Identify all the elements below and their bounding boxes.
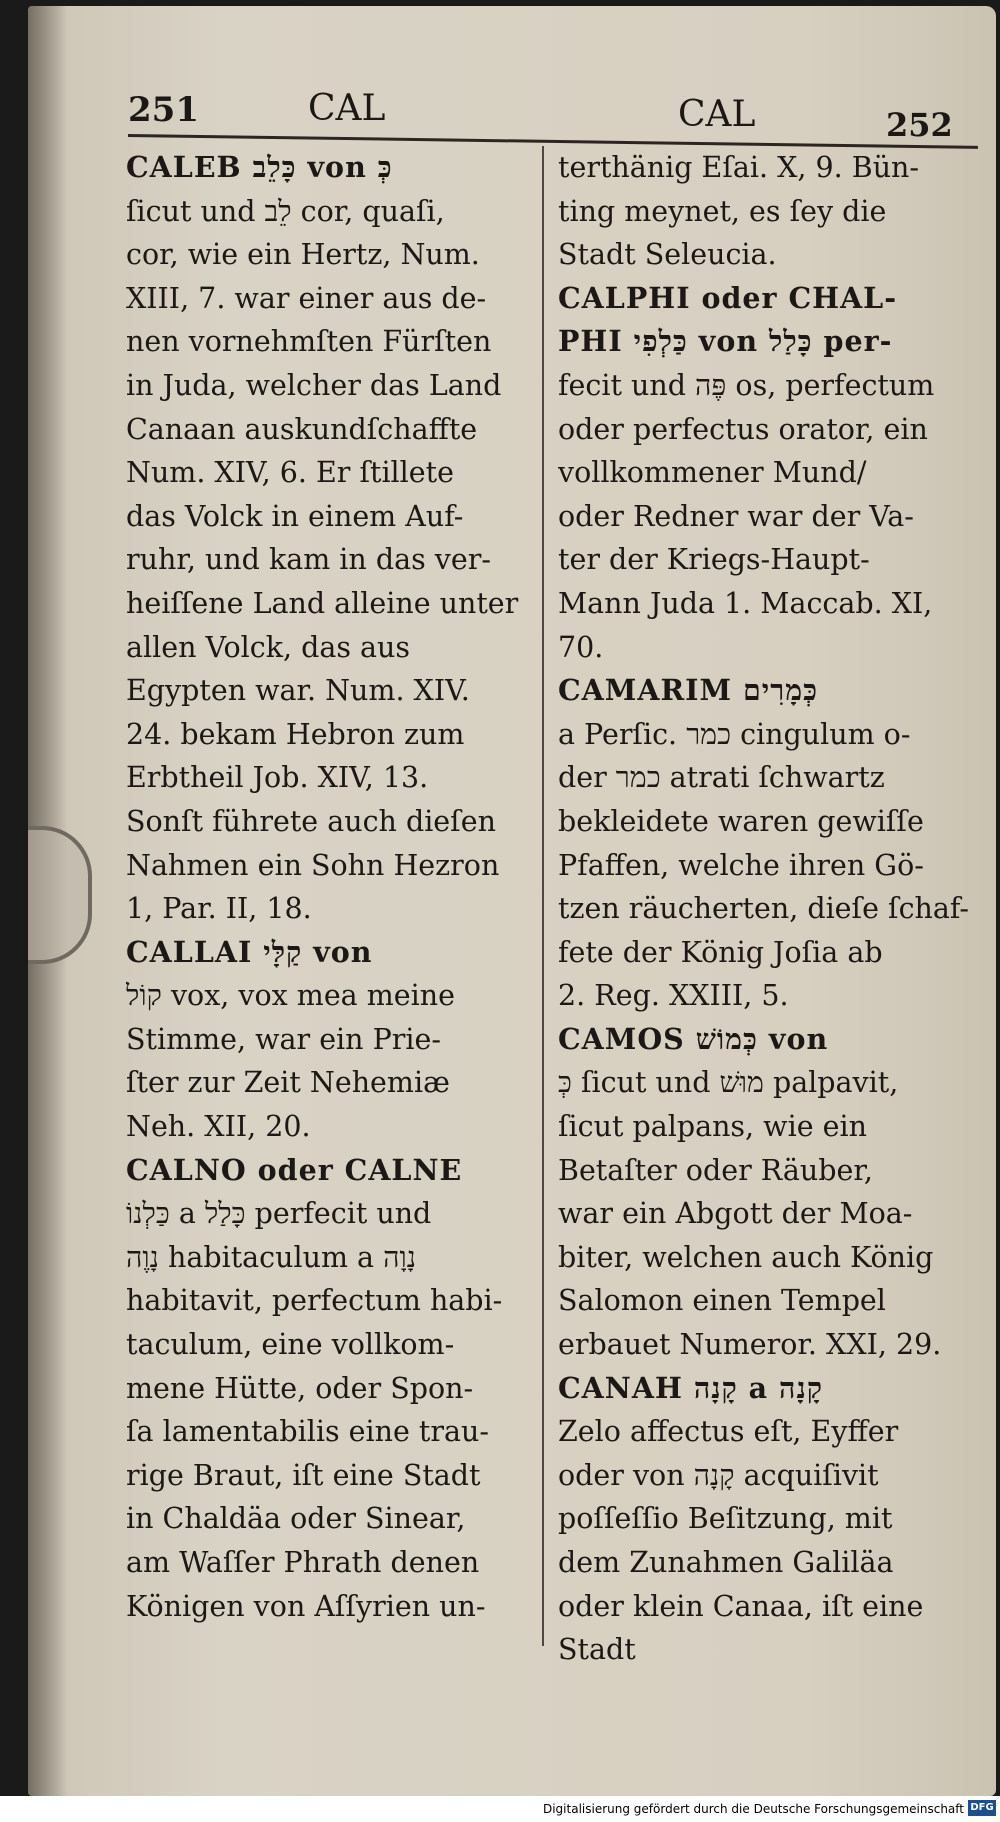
text-line: ſter zur Zeit Nehemiæ: [126, 1066, 450, 1100]
footer-bar: [0, 1796, 1000, 1822]
text-line: der כמר atrati ſchwartz: [558, 761, 885, 795]
text-line: 24. bekam Hebron zum: [126, 717, 465, 751]
text-line: tzen räucherten, dieſe ſchaf-: [558, 892, 970, 926]
text-line: habitavit, perfectum habi-: [126, 1284, 503, 1318]
text-line: CALEB כָּלֵב von כְּ: [126, 150, 393, 184]
text-line: Neh. XII, 20.: [126, 1110, 311, 1144]
text-line: PHI כַּלְפִי von כָּלַל per-: [558, 324, 893, 359]
text-line: terthänig Eſai. X, 9. Bün-: [558, 151, 920, 184]
text-line: vollkommener Mund/: [558, 456, 867, 490]
text-line: CAMARIM כְּמָרִים: [558, 673, 819, 708]
text-line: CAMOS כְּמוֹשׁ von: [558, 1021, 829, 1056]
text-line: mene Hütte, oder Spon-: [126, 1371, 474, 1405]
text-line: erbauet Numeror. XXI, 29.: [558, 1328, 942, 1362]
text-line: ting meynet, es ſey die: [558, 194, 887, 228]
text-line: Zelo affectus eſt, Eyffer: [558, 1415, 899, 1449]
text-line: heiſſene Land alleine unter: [126, 586, 519, 620]
text-line: Erbtheil Job. XIV, 13.: [126, 761, 429, 795]
text-line: fete der König Joſia ab: [558, 935, 883, 969]
text-line: war ein Abgott der Moa-: [558, 1197, 913, 1231]
text-line: Sonſt führete auch dieſen: [126, 804, 496, 838]
text-line: ſa lamentabilis eine trau-: [126, 1415, 489, 1449]
text-line: in Chaldäa oder Sinear,: [126, 1502, 466, 1536]
text-line: taculum, eine vollkom-: [126, 1328, 455, 1362]
text-line: 1, Par. II, 18.: [126, 892, 312, 926]
text-line: biter, welchen auch König: [558, 1240, 934, 1274]
text-line: 70.: [558, 630, 604, 664]
text-line: 2. Reg. XXIII, 5.: [558, 979, 789, 1013]
text-line: das Volck in einem Auf-: [126, 499, 464, 533]
text-line: oder Redner war der Va-: [558, 499, 914, 533]
running-head-left: CAL: [308, 88, 386, 129]
text-line: rige Braut, iſt eine Stadt: [126, 1458, 481, 1492]
text-line: כַּלְנוֹ a כָּלַל perfecit und: [126, 1197, 432, 1231]
text-line: Pfaffen, welche ihren Gö-: [558, 848, 924, 882]
text-line: bekleidete waren gewiſſe: [558, 804, 924, 838]
text-line: נָוֶה habitaculum a נָוָה: [126, 1240, 417, 1274]
book-page: [28, 6, 996, 1796]
text-line: dem Zunahmen Galiläa: [558, 1546, 894, 1579]
text-line: allen Volck, das aus: [126, 630, 410, 664]
text-line: ter der Kriegs-Haupt-: [558, 543, 870, 577]
column-divider: [542, 146, 544, 1646]
page-header: [28, 76, 996, 144]
text-line: Salomon einen Tempel: [558, 1284, 886, 1318]
text-line: CALNO oder CALNE: [126, 1152, 463, 1187]
text-line: fecit und פֶּה os, perfectum: [558, 368, 935, 402]
text-line: ruhr, und kam in das ver-: [126, 543, 491, 577]
text-line: Stimme, war ein Prie-: [126, 1022, 442, 1056]
text-line: Königen von Aſſyrien un-: [126, 1589, 486, 1623]
page-number-right: 252: [886, 106, 953, 144]
book-clasp: [28, 826, 92, 964]
running-head-right: CAL: [678, 94, 756, 135]
text-line: CALPHI oder CHAL-: [558, 280, 898, 315]
left-column: [126, 146, 536, 1628]
text-line: Nahmen ein Sohn Hezron: [126, 848, 500, 882]
text-line: am Waſſer Phrath denen: [126, 1546, 480, 1579]
text-line: כְּ ſicut und מוּשׁ palpavit,: [558, 1066, 899, 1100]
right-column: [558, 146, 983, 1672]
text-line: קוֹל vox, vox mea meine: [126, 979, 455, 1013]
text-line: nen vornehmſten Fürſten: [126, 325, 492, 359]
text-line: Num. XIV, 6. Er ſtillete: [126, 456, 454, 490]
text-line: a Perſic. כמר cingulum o-: [558, 717, 911, 751]
text-line: CANAH קָנָה a קָנָה: [558, 1370, 823, 1405]
dfg-logo-icon: DFG: [968, 1800, 996, 1816]
text-line: in Juda, welcher das Land: [126, 368, 502, 402]
text-line: Mann Juda 1. Maccab. XI,: [558, 586, 933, 620]
text-line: Stadt: [558, 1633, 636, 1667]
text-line: oder von קָנָה acquiſivit: [558, 1458, 879, 1492]
text-line: Egypten war. Num. XIV.: [126, 674, 470, 708]
text-line: oder klein Canaa, iſt eine: [558, 1589, 924, 1623]
text-line: Betaſter oder Räuber,: [558, 1153, 873, 1187]
text-line: ſicut palpans, wie ein: [558, 1110, 867, 1144]
text-line: cor, wie ein Hertz, Num.: [126, 238, 480, 272]
funding-credit: Digitalisierung gefördert durch die Deutsche Forschungsgemeinschaft: [542, 1802, 964, 1816]
text-line: CALLAI קַלָּי von: [126, 934, 373, 969]
text-line: Canaan auskundſchaffte: [126, 412, 478, 446]
text-line: Stadt Seleucia.: [558, 238, 777, 272]
text-line: XIII, 7. war einer aus de-: [126, 281, 487, 315]
page-number-left: 251: [128, 90, 199, 130]
text-line: oder perfectus orator, ein: [558, 412, 928, 446]
text-line: ſicut und לֵב cor, quaſi,: [126, 194, 445, 228]
text-line: poſſeſſio Beſitzung, mit: [558, 1502, 893, 1536]
